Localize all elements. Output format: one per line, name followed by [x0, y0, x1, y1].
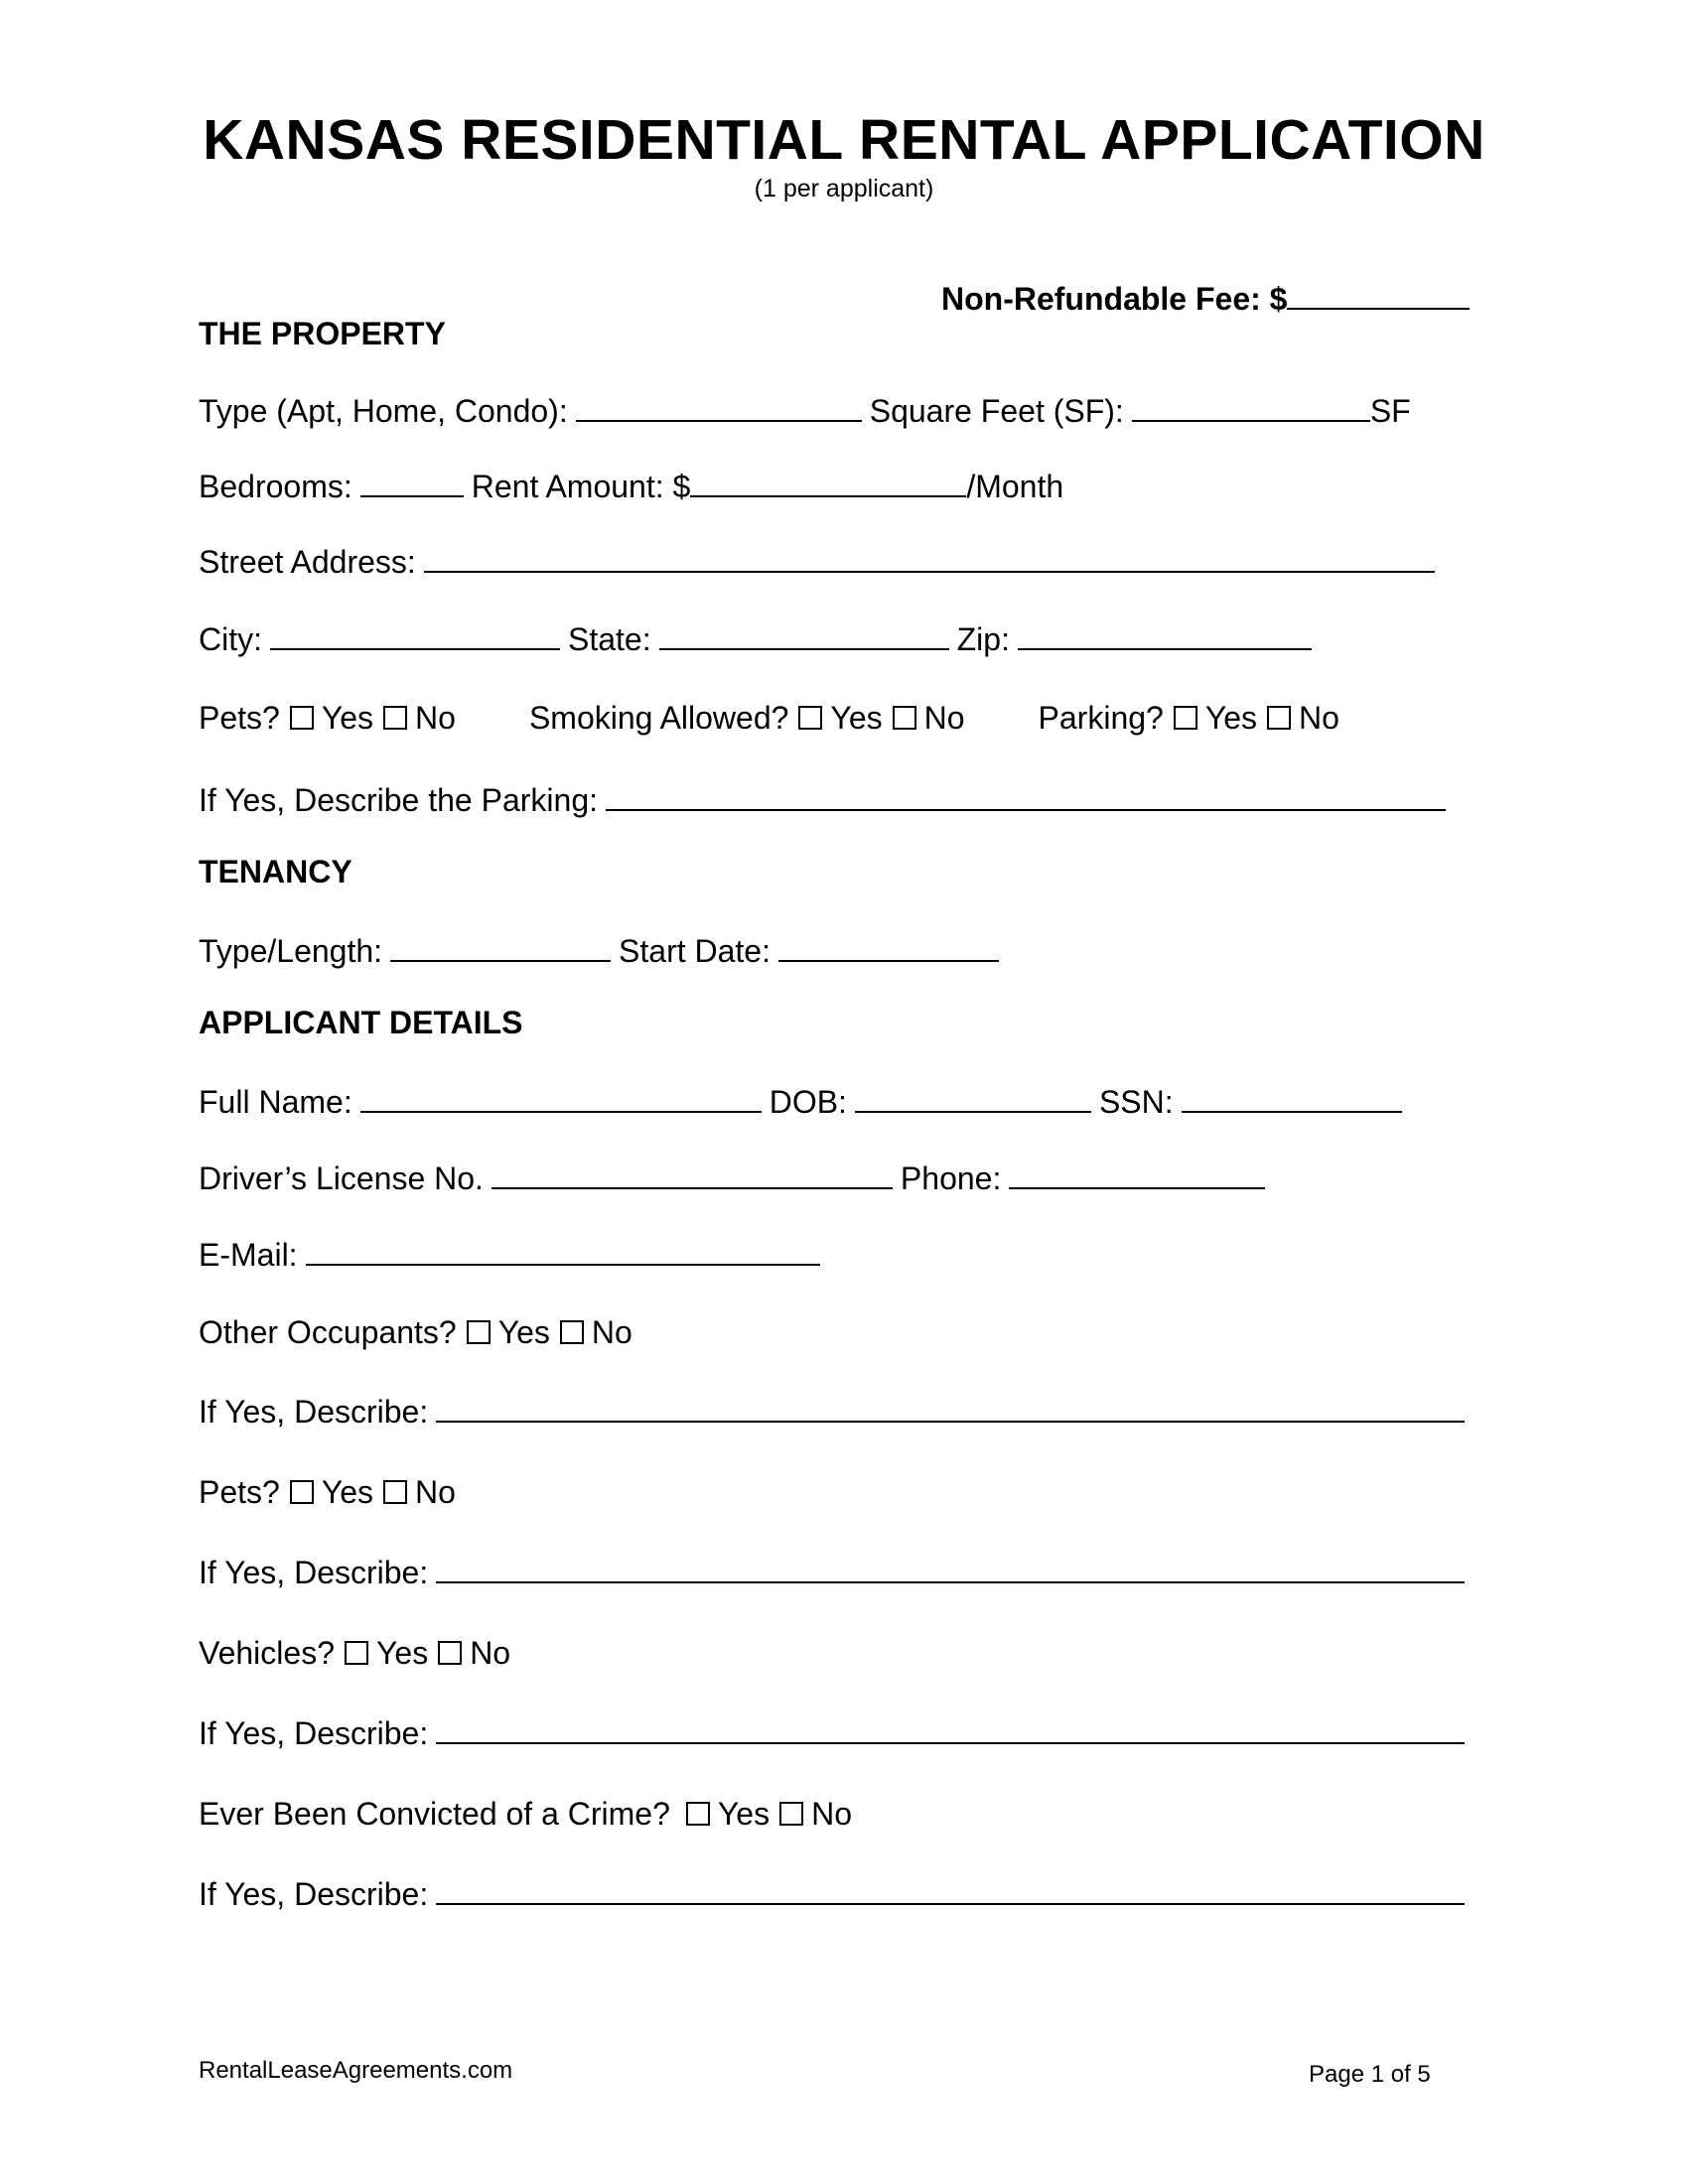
phone-input[interactable] [1009, 1160, 1265, 1189]
pets-describe-row [199, 1551, 1473, 1594]
square-feet-input[interactable] [1132, 392, 1370, 422]
property-pets-no-label: No [415, 700, 456, 736]
occupants-row [199, 1310, 633, 1354]
square-feet-label: Square Feet (SF): [869, 393, 1124, 429]
pets-smoking-parking-row [199, 696, 1339, 740]
applicant-pets-row [199, 1470, 456, 1514]
smoking-label: Smoking Allowed? [528, 700, 789, 736]
phone-label: Phone: [900, 1160, 1002, 1196]
dob-label: DOB: [769, 1084, 847, 1120]
tenancy-row [199, 929, 1007, 973]
rent-amount-input[interactable] [690, 468, 966, 497]
city-input[interactable] [270, 620, 560, 650]
start-date-input[interactable] [778, 932, 999, 962]
email-label: E-Mail: [199, 1237, 298, 1273]
street-address-row [199, 540, 1443, 584]
smoking-yes-label: Yes [830, 700, 883, 736]
bedrooms-input[interactable] [360, 468, 464, 497]
fee-row [941, 280, 1477, 318]
vehicles-row [199, 1631, 510, 1675]
ssn-label: SSN: [1098, 1084, 1174, 1120]
vehicles-no-checkbox[interactable] [438, 1641, 462, 1665]
crime-no-label: No [811, 1796, 852, 1832]
applicant-pets-no-checkbox[interactable] [383, 1480, 407, 1504]
drivers-license-label: Driver’s License No. [199, 1160, 484, 1196]
crime-describe-input[interactable] [436, 1875, 1465, 1905]
property-type-row [199, 389, 1411, 433]
occupants-no-checkbox[interactable] [560, 1320, 584, 1344]
type-length-input[interactable] [390, 932, 611, 962]
crime-yes-checkbox[interactable] [686, 1802, 710, 1826]
full-name-input[interactable] [360, 1083, 762, 1113]
applicant-pets-no-label: No [415, 1474, 456, 1510]
smoking-no-checkbox[interactable] [893, 706, 916, 730]
type-length-label: Type/Length: [199, 933, 383, 969]
rent-amount-suffix: /Month [966, 469, 1064, 504]
bedrooms-label: Bedrooms: [199, 469, 352, 504]
street-address-input[interactable] [424, 543, 1435, 573]
vehicles-no-label: No [470, 1635, 511, 1671]
start-date-label: Start Date: [619, 933, 771, 969]
occupants-describe-input[interactable] [436, 1393, 1465, 1423]
occupants-describe-row [199, 1390, 1473, 1433]
parking-yes-checkbox[interactable] [1174, 706, 1197, 730]
city-state-zip-row [199, 617, 1320, 661]
bedrooms-rent-row [199, 465, 1063, 508]
property-pets-label: Pets? [199, 700, 280, 736]
crime-row [199, 1792, 852, 1836]
applicant-pets-yes-label: Yes [321, 1474, 374, 1510]
document-title: KANSAS RESIDENTIAL RENTAL APPLICATION [203, 108, 1485, 172]
zip-input[interactable] [1018, 620, 1312, 650]
property-type-label: Type (Apt, Home, Condo): [199, 393, 568, 429]
section-tenancy-heading: TENANCY [199, 854, 352, 889]
city-label: City: [199, 621, 262, 657]
name-dob-ssn-row [199, 1080, 1410, 1124]
parking-no-label: No [1299, 700, 1339, 736]
vehicles-describe-input[interactable] [436, 1714, 1465, 1744]
property-pets-yes-checkbox[interactable] [290, 706, 314, 730]
vehicles-yes-label: Yes [375, 1635, 429, 1671]
smoking-no-label: No [923, 700, 965, 736]
document-subtitle: (1 per applicant) [754, 175, 934, 203]
vehicles-describe-label: If Yes, Describe: [199, 1715, 429, 1751]
section-property-heading: THE PROPERTY [199, 316, 446, 351]
state-input[interactable] [659, 620, 949, 650]
ssn-input[interactable] [1182, 1083, 1402, 1113]
parking-no-checkbox[interactable] [1267, 706, 1291, 730]
section-applicant-heading: APPLICANT DETAILS [199, 1005, 523, 1040]
zip-label: Zip: [956, 621, 1010, 657]
crime-describe-label: If Yes, Describe: [199, 1876, 429, 1912]
pets-describe-label: If Yes, Describe: [199, 1555, 429, 1590]
crime-describe-row [199, 1872, 1473, 1916]
occupants-describe-label: If Yes, Describe: [199, 1394, 429, 1430]
street-address-label: Street Address: [199, 544, 416, 580]
crime-yes-label: Yes [717, 1796, 771, 1832]
footer-page-number: Page 1 of 5 [1309, 2061, 1431, 2088]
property-pets-yes-label: Yes [321, 700, 374, 736]
property-pets-no-checkbox[interactable] [383, 706, 407, 730]
fee-input[interactable] [1287, 280, 1470, 310]
drivers-license-input[interactable] [492, 1160, 893, 1189]
occupants-yes-label: Yes [497, 1314, 550, 1350]
email-row [199, 1233, 828, 1277]
state-label: State: [568, 621, 651, 657]
footer-site: RentalLeaseAgreements.com [199, 2057, 513, 2084]
crime-no-checkbox[interactable] [779, 1802, 803, 1826]
square-feet-suffix: SF [1369, 393, 1411, 429]
vehicles-label: Vehicles? [199, 1635, 335, 1671]
pets-describe-input[interactable] [436, 1554, 1465, 1583]
parking-describe-row [199, 778, 1454, 822]
crime-label: Ever Been Convicted of a Crime? [199, 1796, 670, 1832]
parking-describe-input[interactable] [606, 781, 1446, 811]
applicant-pets-label: Pets? [199, 1474, 280, 1510]
parking-label: Parking? [1038, 700, 1164, 736]
occupants-label: Other Occupants? [199, 1314, 457, 1350]
occupants-yes-checkbox[interactable] [467, 1320, 491, 1344]
full-name-label: Full Name: [199, 1084, 352, 1120]
license-phone-row [199, 1157, 1273, 1200]
occupants-no-label: No [591, 1314, 633, 1350]
applicant-pets-yes-checkbox[interactable] [290, 1480, 314, 1504]
vehicles-yes-checkbox[interactable] [345, 1641, 368, 1665]
vehicles-describe-row [199, 1711, 1473, 1755]
property-type-input[interactable] [576, 392, 862, 422]
parking-describe-label: If Yes, Describe the Parking: [199, 782, 598, 818]
parking-yes-label: Yes [1204, 700, 1258, 736]
email-input[interactable] [306, 1236, 820, 1266]
rent-amount-label: Rent Amount: $ [471, 469, 691, 504]
fee-label: Non-Refundable Fee: $ [941, 281, 1288, 317]
smoking-yes-checkbox[interactable] [798, 706, 822, 730]
dob-input[interactable] [855, 1083, 1091, 1113]
